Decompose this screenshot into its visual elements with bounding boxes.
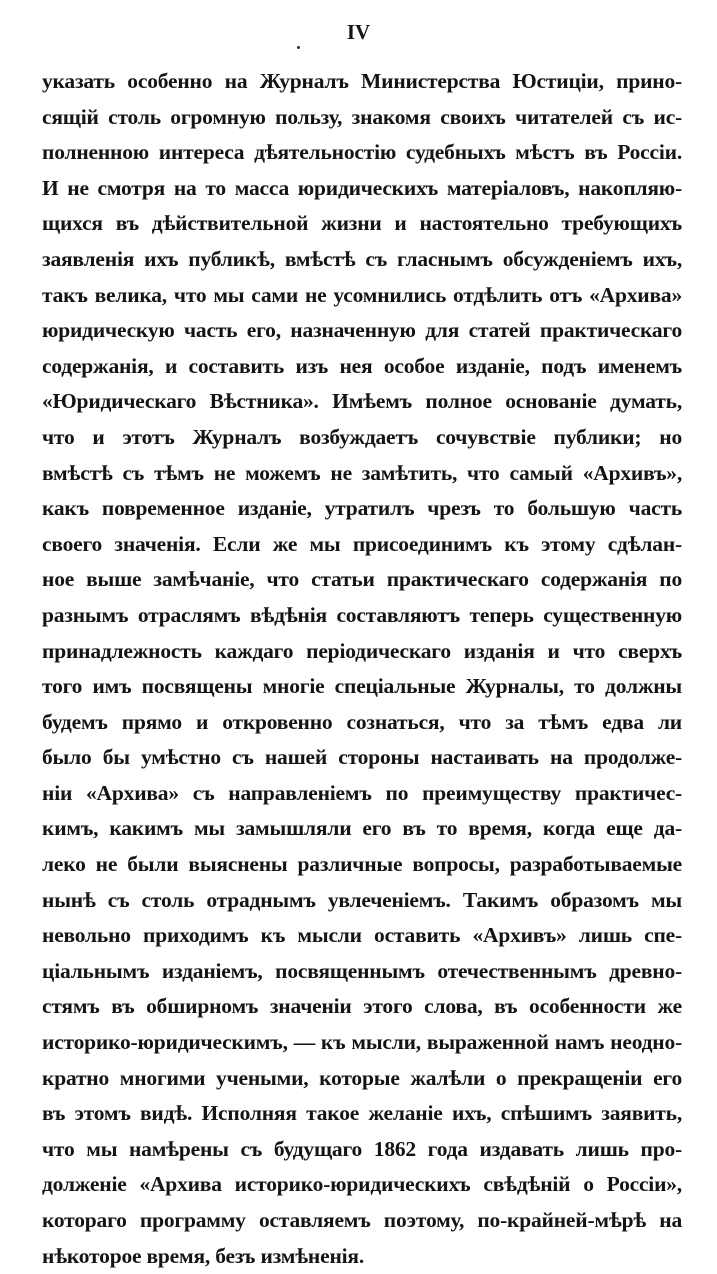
text-line: что и этотъ Журналъ возбуждаетъ сочувствіе публики; но [42,424,682,449]
print-speck [297,46,300,49]
text-line: въ этомъ видѣ. Исполняя такое желаніе ихъ, спѣшимъ заявить, [42,1101,682,1126]
text-line: было бы умѣстно съ нашей стороны настаивать на продолже- [42,745,682,770]
text-line: вмѣстѣ съ тѣмъ не можемъ не замѣтить, что самый «Архивъ», [42,460,682,485]
text-line: котораго программу оставляемъ поэтому, по-крайней-мѣрѣ на [42,1208,682,1232]
text-line: своего значенія. Если же мы присоединимъ къ этому сдѣлан- [42,531,682,556]
text-line: леко не были выяснены различные вопросы, разработываемые [42,852,682,877]
text-line: невольно приходимъ къ мысли оставить «Архивъ» лишь спе- [42,923,682,948]
text-line: кимъ, какимъ мы замышляли его въ то время, когда еще да- [42,816,682,841]
text-line: И не смотря на то масса юридическихъ матеріаловъ, накопляю- [42,175,682,200]
text-line: стямъ въ обширномъ значеніи этого слова, въ особенности же [42,994,682,1019]
text-line: долженіе «Архива историко-юридическихъ свѣдѣній о Россіи», [42,1172,682,1197]
body-text [42,64,682,1274]
text-line: такъ велика, что мы сами не усомнились отдѣлить отъ «Архива» [42,282,682,307]
text-line: ніи «Архива» съ направленіемъ по преимуществу практичес- [42,780,682,805]
text-line: юридическую часть его, назначенную для статей практическаго [42,318,682,343]
text-line: кратно многими учеными, которые жалѣли о прекращеніи его [42,1065,682,1090]
text-line: заявленія ихъ публикѣ, вмѣстѣ съ гласнымъ обсужденіемъ ихъ, [42,246,682,271]
text-line: историко-юридическимъ, — къ мысли, выраженной намъ неодно- [42,1030,682,1055]
text-line: указать особенно на Журналъ Министерства Юстиціи, прино- [42,69,682,93]
page-number: IV [346,20,371,44]
text-line: того имъ посвящены многіе спеціальные Журналы, то должны [42,674,682,699]
text-line: щихся въ дѣйствительной жизни и настоятельно требующихъ [42,211,682,236]
text-line: содержанія, и составить изъ нея особое изданіе, подъ именемъ [42,353,682,378]
text-line: будемъ прямо и откровенно сознаться, что за тѣмъ едва ли [42,709,682,734]
text-line: ціальнымъ изданіемъ, посвященнымъ отечественнымъ древно- [42,958,682,983]
text-line: ное выше замѣчаніе, что статьи практическаго содержанія по [42,567,682,592]
text-line: принадлежность каждаго періодическаго изданія и что сверхъ [42,638,682,663]
text-line: сящій столь огромную пользу, знакомя своихъ читателей съ ис- [42,104,682,129]
text-line: нѣкоторое время, безъ измѣненія. [42,1243,365,1268]
text-line: какъ повременное изданіе, утратилъ чрезъ то большую часть [42,496,682,521]
text-line: «Юридическаго Вѣстника». Имѣемъ полное основаніе думать, [42,389,682,414]
text-line: нынѣ съ столь отраднымъ увлеченіемъ. Такимъ образомъ мы [42,887,682,912]
text-line: разнымъ отраслямъ вѣдѣнія составляютъ теперь существенную [42,602,682,627]
text-line: что мы намѣрены съ будущаго 1862 года издавать лишь про- [42,1136,682,1161]
text-line: полненною интереса дѣятельностію судебныхъ мѣстъ въ Россіи. [42,140,682,165]
